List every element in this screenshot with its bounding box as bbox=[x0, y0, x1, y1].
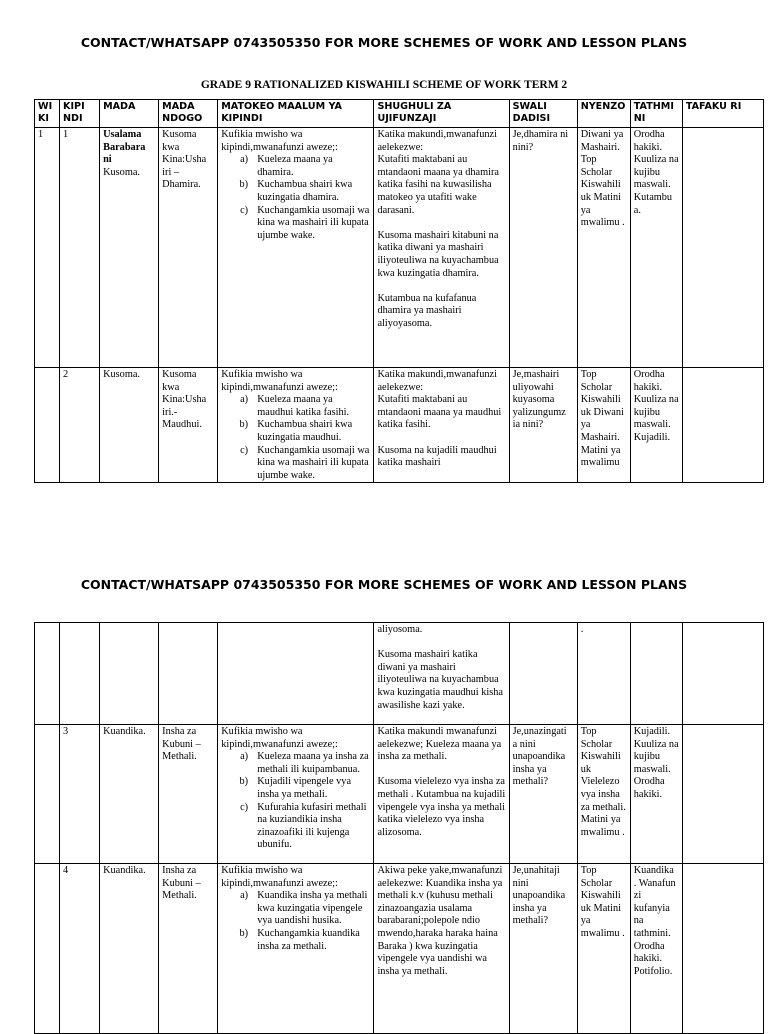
scheme-table-page-2 bbox=[34, 622, 764, 1034]
shughuli-paragraph: aliyosoma. bbox=[377, 624, 423, 635]
cell-kipindi: 2 bbox=[60, 368, 100, 483]
cell-shughuli bbox=[374, 864, 509, 1034]
cell-mada: Kuandika. bbox=[100, 725, 159, 864]
cell-nyenzo: Top Scholar Kiswahili uk Matini ya mwalimu . bbox=[577, 864, 630, 1034]
cell-wiki: 1 bbox=[35, 128, 60, 368]
cell-tafakuri bbox=[682, 368, 763, 483]
matokeo-intro: Kufikia mwisho wa kipindi,mwanafunzi aweze;: bbox=[221, 129, 338, 153]
cell-tathmini: Kujadili. Kuuliza na kujibu maswali. Orodha hakiki. bbox=[630, 725, 682, 864]
list-item: b. Kujadili vipengele vya insha ya methali. bbox=[253, 776, 370, 801]
cell-kipindi: 3 bbox=[60, 725, 100, 864]
mada-heading: Usalama Barabara ni bbox=[103, 129, 146, 166]
matokeo-list bbox=[221, 394, 370, 482]
cell-tathmini: Kuandika . Wanafun zi kufanyia na tathmini. Orodha hakiki. Potifolio. bbox=[630, 864, 682, 1034]
header-shughuli: SHUGHULI ZA UJIFUNZAJI bbox=[374, 100, 509, 128]
shughuli-paragraph: Kutafiti maktabani au mtandaoni maana ya dhamira katika fasihi na kuwasilisha matokeo ya utafiti wake darasani. bbox=[377, 154, 499, 216]
document-title: GRADE 9 RATIONALIZED KISWAHILI SCHEME OF WORK TERM 2 bbox=[200, 79, 568, 91]
cell-shughuli bbox=[374, 128, 509, 368]
list-item: c. Kuchangamkia usomaji wa kina wa mashairi ili kupata ujumbe wake. bbox=[253, 205, 370, 243]
cell-swali: Je,unazingati a nini unapoandika insha ya methali? bbox=[509, 725, 577, 864]
table-header-row bbox=[35, 100, 764, 128]
matokeo-intro: Kufikia mwisho wa kipindi,mwanafunzi aweze;: bbox=[221, 369, 338, 393]
shughuli-paragraph: Katika makundi,mwanafunzi aelekezwe: bbox=[377, 129, 497, 153]
cell-tafakuri bbox=[682, 864, 763, 1034]
contact-banner: CONTACT/WHATSAPP 0743505350 FOR MORE SCHEMES OF WORK AND LESSON PLANS bbox=[80, 577, 688, 592]
cell-mada-ndogo: Kusoma kwa Kina:Usha iri.- Maudhui. bbox=[159, 368, 218, 483]
cell-matokeo bbox=[218, 128, 374, 368]
header-kipindi: KIPI NDI bbox=[60, 100, 100, 128]
cell-wiki bbox=[35, 725, 60, 864]
cell-mada-ndogo: Insha za Kubuni – Methali. bbox=[159, 864, 218, 1034]
contact-banner: CONTACT/WHATSAPP 0743505350 FOR MORE SCHEMES OF WORK AND LESSON PLANS bbox=[80, 35, 688, 50]
cell-shughuli bbox=[374, 725, 509, 864]
cell-swali: Je,dhamira ni nini? bbox=[509, 128, 577, 368]
cell-kipindi bbox=[60, 623, 100, 725]
header-tathmini: TATHMI NI bbox=[630, 100, 682, 128]
cell-nyenzo: Diwani ya Mashairi. Top Scholar Kiswahili uk Matini ya mwalimu . bbox=[577, 128, 630, 368]
list-item: c. Kufurahia kufasiri methali na kuziandikia insha zinazoafiki ili kujenga ubunifu. bbox=[253, 802, 370, 852]
matokeo-intro: Kufikia mwisho wa kipindi,mwanafunzi aweze;: bbox=[221, 726, 338, 750]
header-tafakuri: TAFAKU RI bbox=[682, 100, 763, 128]
cell-swali: Je,mashairi uliyowahi kuyasoma yalizungumz ia nini? bbox=[509, 368, 577, 483]
scheme-table-page-1 bbox=[34, 99, 764, 483]
cell-kipindi: 4 bbox=[60, 864, 100, 1034]
cell-tathmini: Orodha hakiki. Kuuliza na kujibu maswali. Kujadili. bbox=[630, 368, 682, 483]
header-mada-ndogo: MADA NDOGO bbox=[159, 100, 218, 128]
table-row bbox=[35, 864, 764, 1034]
list-item: a. Kueleza maana ya maudhui katika fasihi. bbox=[253, 394, 370, 419]
shughuli-paragraph: Kusoma na kujadili maudhui katika mashairi bbox=[377, 444, 497, 469]
cell-wiki bbox=[35, 368, 60, 483]
shughuli-paragraph: Kusoma mashairi kitabuni na katika diwani ya mashairi iliyoteuliwa na kuyachambua kwa kuzingatia dhamira. bbox=[377, 229, 499, 279]
cell-swali: Je,unahitaji nini unapoandika insha ya methali? bbox=[509, 864, 577, 1034]
table-row bbox=[35, 623, 764, 725]
cell-tathmini bbox=[630, 623, 682, 725]
list-item: b. Kuchambua shairi kwa kuzingatia dhamira. bbox=[253, 179, 370, 204]
header-swali: SWALI DADISI bbox=[509, 100, 577, 128]
cell-shughuli bbox=[374, 623, 509, 725]
cell-tathmini: Orodha hakiki. Kuuliza na kujibu maswali. Kutambu a. bbox=[630, 128, 682, 368]
cell-nyenzo: . bbox=[577, 623, 630, 725]
cell-mada-ndogo: Insha za Kubuni – Methali. bbox=[159, 725, 218, 864]
cell-mada-ndogo: Kusoma kwa Kina:Usha iri – Dhamira. bbox=[159, 128, 218, 368]
cell-mada bbox=[100, 623, 159, 725]
cell-mada: Kuandika. bbox=[100, 864, 159, 1034]
cell-nyenzo: Top Scholar Kiswahili uk Diwani ya Mashairi. Matini ya mwalimu bbox=[577, 368, 630, 483]
list-item: b. Kuchambua shairi kwa kuzingatia maudhui. bbox=[253, 419, 370, 444]
shughuli-paragraph: Kusoma vielelezo vya insha za methali . Kutambua na kujadili vipengele vya insha ya methali katika vielelezo vya insha alizosoma. bbox=[377, 776, 506, 838]
table-row bbox=[35, 368, 764, 483]
header-wiki: WI KI bbox=[35, 100, 60, 128]
list-item: a. Kuandika insha ya methali kwa kuzingatia vipengele vya uandishi husika. bbox=[253, 890, 370, 928]
cell-shughuli bbox=[374, 368, 509, 483]
shughuli-paragraph: Kusoma mashairi katika diwani ya mashairi iliyoteuliwa na kuyachambua kwa kuzingatia maudhui kisha awasilishe kazi yake. bbox=[377, 649, 503, 711]
cell-matokeo bbox=[218, 864, 374, 1034]
cell-tafakuri bbox=[682, 128, 763, 368]
header-matokeo: MATOKEO MAALUM YA KIPINDI bbox=[218, 100, 374, 128]
cell-swali bbox=[509, 623, 577, 725]
cell-wiki bbox=[35, 623, 60, 725]
list-item: a. Kueleza maana ya dhamira. bbox=[253, 154, 370, 179]
list-item: b. Kuchangamkia kuandika insha za methali. bbox=[253, 928, 370, 953]
header-nyenzo: NYENZO bbox=[577, 100, 630, 128]
cell-mada bbox=[100, 128, 159, 368]
cell-matokeo bbox=[218, 623, 374, 725]
shughuli-paragraph: Katika makundi mwanafunzi aelekezwe; Kueleza maana ya insha za methali. bbox=[377, 726, 502, 763]
shughuli-paragraph: Akiwa peke yake,mwanafunzi aelekezwe: Kuandika insha ya methali k.v (kuhusu methali zinazoangazia usalama barabarani;polepole ndio mwendo,haraka haraka haina Baraka ) kwa kuzingatia vipengele vya uandishi wa insha ya methali. bbox=[377, 865, 503, 977]
cell-matokeo bbox=[218, 368, 374, 483]
shughuli-paragraph: Kutambua na kufafanua dhamira ya mashairi aliyoyasoma. bbox=[377, 292, 477, 329]
header-mada: MADA bbox=[100, 100, 159, 128]
cell-mada: Kusoma. bbox=[100, 368, 159, 483]
table-row bbox=[35, 128, 764, 368]
table-row bbox=[35, 725, 764, 864]
cell-kipindi: 1 bbox=[60, 128, 100, 368]
cell-wiki bbox=[35, 864, 60, 1034]
cell-tafakuri bbox=[682, 725, 763, 864]
list-item: c. Kuchangamkia usomaji wa kina wa mashairi ili kupata ujumbe wake. bbox=[253, 445, 370, 483]
matokeo-list bbox=[221, 890, 370, 953]
cell-mada-ndogo bbox=[159, 623, 218, 725]
cell-matokeo bbox=[218, 725, 374, 864]
list-item: a. Kueleza maana ya insha za methali ili kuipambanua. bbox=[253, 751, 370, 776]
cell-nyenzo: Top Scholar Kiswahili uk Vielelezo vya insha za methali. Matini ya mwalimu . bbox=[577, 725, 630, 864]
matokeo-list bbox=[221, 154, 370, 242]
shughuli-paragraph: Kutafiti maktabani au mtandaoni maana ya maudhui katika fasihi. bbox=[377, 394, 502, 431]
shughuli-paragraph: Katika makundi,mwanafunzi aelekezwe: bbox=[377, 369, 497, 393]
matokeo-intro: Kufikia mwisho wa kipindi,mwanafunzi aweze;: bbox=[221, 865, 338, 889]
matokeo-list bbox=[221, 751, 370, 852]
cell-tafakuri bbox=[682, 623, 763, 725]
mada-text: Kusoma. bbox=[103, 166, 140, 178]
